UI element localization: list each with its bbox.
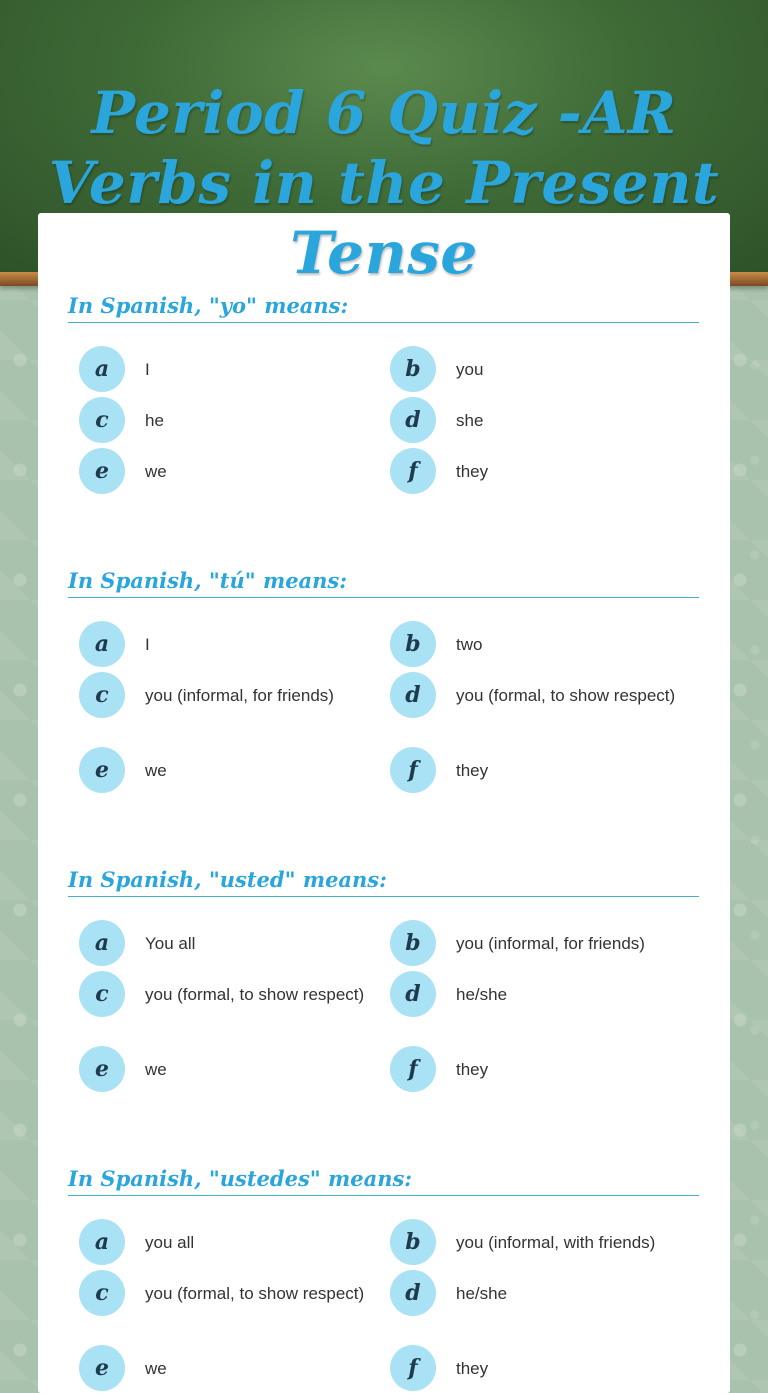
option-letter-bubble: d [390, 397, 436, 443]
question-prompt: In Spanish, "usted" means: [68, 863, 699, 897]
option-text: we [145, 761, 167, 780]
option-letter-bubble: f [390, 1046, 436, 1092]
question-prompt: In Spanish, "ustedes" means: [68, 1162, 699, 1196]
option-letter-bubble: b [390, 621, 436, 667]
option-letter-bubble: d [390, 1270, 436, 1316]
option-text: you (informal, with friends) [456, 1233, 656, 1252]
option-letter-bubble: f [390, 747, 436, 793]
option-letter-bubble: c [79, 397, 125, 443]
option-text: you [456, 360, 484, 379]
option-text: they [456, 1060, 489, 1079]
option-text: we [145, 462, 167, 481]
option-letter-bubble: b [390, 1219, 436, 1265]
option-text: You all [145, 934, 196, 953]
option-text: you (formal, to show respect) [456, 686, 676, 705]
option-letter-bubble: e [79, 1046, 125, 1092]
option-letter-bubble: f [390, 1345, 436, 1391]
question-prompt: In Spanish, "yo" means: [68, 289, 699, 323]
option-text: we [145, 1060, 167, 1079]
option-letter-bubble: d [390, 971, 436, 1017]
option-text: you (informal, for friends) [456, 934, 645, 953]
option-text: they [456, 761, 489, 780]
option-text: they [456, 1359, 489, 1378]
option-letter-bubble: e [79, 747, 125, 793]
option-text: you (informal, for friends) [145, 686, 334, 705]
option-text: he/she [456, 985, 508, 1004]
option-letter-bubble: b [390, 346, 436, 392]
option-text: you (formal, to show respect) [145, 985, 365, 1004]
option-text: you (formal, to show respect) [145, 1284, 365, 1303]
option-letter-bubble: d [390, 672, 436, 718]
question-2 [68, 564, 699, 783]
option-text: they [456, 462, 489, 481]
question-prompt: In Spanish, "tú" means: [68, 564, 699, 598]
option-letter-bubble: e [79, 1345, 125, 1391]
option-text: I [145, 635, 150, 654]
option-letter-bubble: c [79, 971, 125, 1017]
page-title: Period 6 Quiz -AR Verbs in the Present Tense [48, 79, 720, 287]
option-letter-bubble: b [390, 920, 436, 966]
question-3 [68, 863, 699, 1082]
question-4 [68, 1162, 699, 1381]
option-text: two [456, 635, 483, 654]
option-letter-bubble: a [79, 346, 125, 392]
option-letter-bubble: e [79, 448, 125, 494]
option-letter-bubble: a [79, 621, 125, 667]
option-letter-bubble: c [79, 672, 125, 718]
option-text: he [145, 411, 164, 430]
option-letter-bubble: a [79, 1219, 125, 1265]
option-letter-bubble: a [79, 920, 125, 966]
option-letter-bubble: c [79, 1270, 125, 1316]
option-text: he/she [456, 1284, 508, 1303]
worksheet-card [38, 213, 730, 1393]
question-1 [68, 289, 699, 484]
option-text: you all [145, 1233, 195, 1252]
option-text: she [456, 411, 484, 430]
option-text: we [145, 1359, 167, 1378]
option-letter-bubble: f [390, 448, 436, 494]
option-text: I [145, 360, 150, 379]
